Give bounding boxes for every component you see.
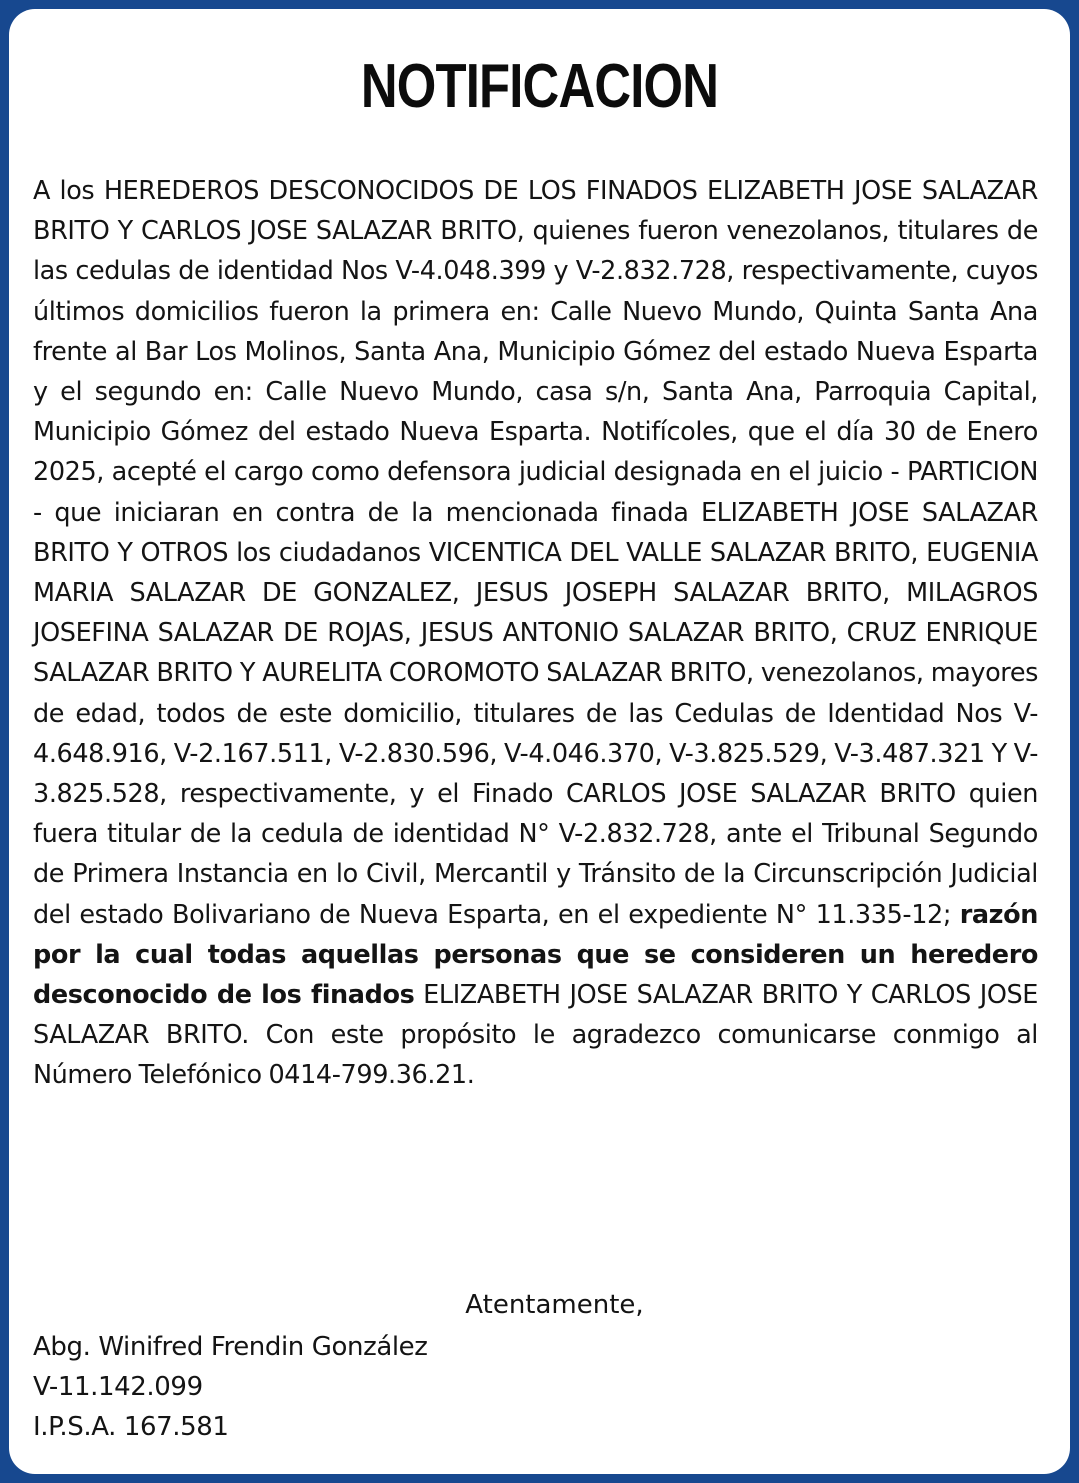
- body-bold: razón por la cual todas aquellas personas que se consideren un heredero desconocido de los finados: [33, 899, 1038, 1011]
- closing-greeting: Atentamente,: [465, 1290, 644, 1320]
- page-title: NOTIFICACION: [360, 52, 719, 121]
- signer-id: V-11.142.099: [33, 1372, 203, 1402]
- body-outro: ELIZABETH JOSE SALAZAR BRITO Y CARLOS JOSE SALAZAR BRITO. Con este propósito le agradezco comunicarse conmigo al Número Telefónico 0414-799.36.21.: [33, 980, 1038, 1091]
- signature-block: [33, 1327, 428, 1447]
- signer-ipsa: I.P.S.A. 167.581: [33, 1412, 229, 1442]
- signer-name: Abg. Winifred Frendin González: [33, 1332, 428, 1362]
- body-intro: A los HEREDEROS DESCONOCIDOS DE LOS FINADOS ELIZABETH JOSE SALAZAR BRITO Y CARLOS JOSE SALAZAR BRITO, quienes fueron venezolanos, titulares de las cedulas de identidad Nos V-4.048.399 y V-2.832.728, respectivamente, cuyos últimos domicilios fueron la primera en: Calle Nuevo Mundo, Quinta Santa Ana frente al Bar Los Molinos, Santa Ana, Municipio Gómez del estado Nueva Esparta y el segundo en: Calle Nuevo Mundo, casa s/n, Santa Ana, Parroquia Capital, Municipio Gómez del estado Nueva Esparta. Notifícoles, que el día 30 de Enero 2025, acepté el cargo como defensora judicial designada en el juicio - PARTICION - que iniciaran en contra de la mencionada finada ELIZABETH JOSE SALAZAR BRITO Y OTROS los ciudadanos VICENTICA DEL VALLE SALAZAR BRITO, EUGENIA MARIA SALAZAR DE GONZALEZ, JESUS JOSEPH SALAZAR BRITO, MILAGROS JOSEFINA SALAZAR DE ROJAS, JESUS ANTONIO SALAZAR BRITO, CRUZ ENRIQUE SALAZAR BRITO Y AURELITA COROMOTO SALAZAR BRITO, venezolanos, mayores de edad, todos de este domicilio, titulares de las Cedulas de Identidad Nos V-4.648.916, V-2.167.511, V-2.830.596, V-4.046.370, V-3.825.529, V-3.487.321 Y V-3.825.528, respectivamente, y el Finado CARLOS JOSE SALAZAR BRITO quien fuera titular de la cedula de identidad N° V-2.832.728, ante el Tribunal Segundo de Primera Instancia en lo Civil, Mercantil y Tránsito de la Circunscripción Judicial del estado Bolivariano de Nueva Esparta, en el expediente N° 11.335-12;: [33, 176, 1038, 930]
- notice-body: [33, 171, 1038, 1096]
